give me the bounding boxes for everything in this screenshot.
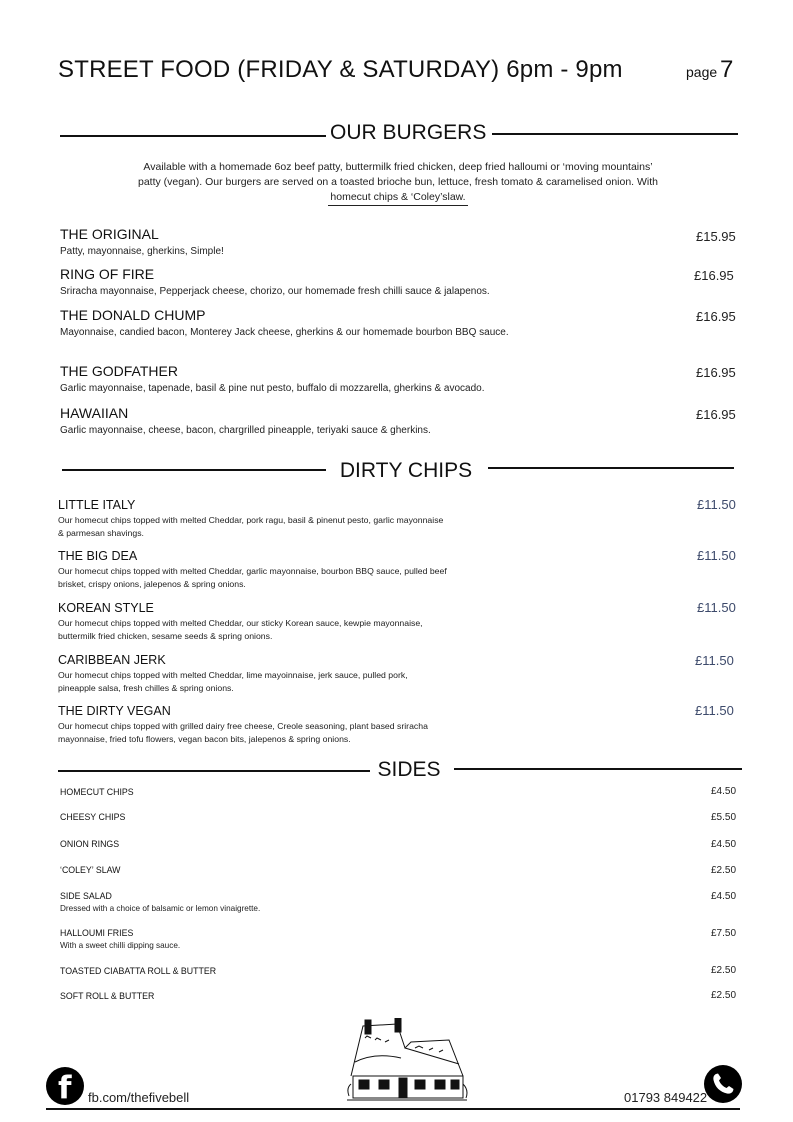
menu-item-name: THE GODFATHER [60, 363, 178, 379]
menu-item-name: ONION RINGS [60, 839, 120, 849]
menu-item-price: £15.95 [696, 229, 736, 244]
menu-item-name: THE DIRTY VEGAN [58, 704, 171, 718]
menu-item-price: £4.50 [711, 839, 737, 850]
menu-item-price: £16.95 [696, 365, 736, 380]
sides-heading: SIDES [377, 758, 441, 781]
menu-item-price: £5.50 [711, 812, 737, 823]
menu-item-price: £16.95 [696, 407, 736, 422]
dirty-chips-heading: DIRTY CHIPS [339, 459, 473, 482]
menu-item-name: TOASTED CIABATTA ROLL & BUTTER [60, 966, 217, 976]
phone-number[interactable]: 01793 849422 [624, 1090, 708, 1105]
menu-item-name: SOFT ROLL & BUTTER [60, 991, 155, 1001]
menu-item-description: Patty, mayonnaise, gherkins, Simple! [60, 246, 224, 257]
menu-item-name: HALLOUMI FRIES [60, 928, 134, 938]
pub-building-illustration [345, 1018, 470, 1102]
section-rule-right [454, 768, 742, 770]
menu-item-price: £11.50 [697, 548, 736, 563]
menu-item-price: £11.50 [695, 653, 734, 668]
menu-item-name: CARIBBEAN JERK [58, 653, 166, 667]
menu-item-name: THE ORIGINAL [60, 226, 159, 242]
menu-item-name: HAWAIIAN [60, 405, 129, 421]
menu-item-description: Our homecut chips topped with grilled dairy free cheese, Creole seasoning, plant based sriracha mayonnaise, fried tofu flowers, vegan bacon bits, jalepenos & spring onions. [58, 721, 428, 744]
menu-item-description: With a sweet chilli dipping sauce. [60, 941, 181, 950]
menu-item-description: Dressed with a choice of balsamic or lemon vinaigrette. [60, 904, 261, 913]
facebook-link[interactable]: fb.com/thefivebell [88, 1090, 190, 1105]
section-rule-left [58, 770, 370, 772]
phone-icon[interactable] [704, 1065, 742, 1103]
menu-item-name: THE BIG DEA [58, 549, 138, 563]
menu-item-description: Mayonnaise, candied bacon, Monterey Jack cheese, gherkins & our homemade bourbon BBQ sauce. [60, 327, 509, 338]
menu-item-description: Sriracha mayonnaise, Pepperjack cheese, chorizo, our homemade fresh chilli sauce & jalapenos. [60, 286, 490, 297]
menu-item-name: LITTLE ITALY [58, 498, 136, 512]
menu-item-description: Garlic mayonnaise, tapenade, basil & pine nut pesto, buffalo di mozzarella, gherkins & avocado. [60, 383, 485, 394]
menu-item-name: RING OF FIRE [60, 266, 155, 282]
menu-item-description: Our homecut chips topped with melted Cheddar, garlic mayonnaise, bourbon BBQ sauce, pulled beef brisket, crispy onions, jalepenos & spring onions. [58, 566, 447, 589]
menu-item-description: Garlic mayonnaise, cheese, bacon, chargrilled pineapple, teriyaki sauce & gherkins. [60, 425, 431, 436]
menu-item-price: £7.50 [711, 928, 737, 939]
menu-item-price: £4.50 [711, 891, 737, 902]
section-rule-right [488, 467, 734, 469]
menu-item-name: THE DONALD CHUMP [60, 307, 206, 323]
burgers-intro-underlined: homecut chips & ‘Coley’slaw. [328, 190, 467, 206]
menu-item-price: £2.50 [711, 990, 737, 1001]
menu-item-description: Our homecut chips topped with melted Cheddar, pork ragu, basil & pinenut pesto, garlic mayonnaise & parmesan shavings. [58, 515, 444, 538]
facebook-icon[interactable]: f [46, 1067, 84, 1105]
menu-item-price: £2.50 [711, 865, 737, 876]
menu-item-name: KOREAN STYLE [58, 601, 154, 615]
section-rule-left [60, 135, 326, 137]
burgers-intro [120, 160, 676, 206]
menu-item-price: £11.50 [697, 497, 736, 512]
page-title: STREET FOOD (FRIDAY & SATURDAY) 6pm - 9pm [58, 56, 623, 83]
menu-item-price: £11.50 [695, 703, 734, 718]
menu-item-description: Our homecut chips topped with melted Cheddar, lime mayoinnaise, jerk sauce, pulled pork, pineapple salsa, fresh chilles & spring onions. [58, 670, 408, 693]
menu-item-name: HOMECUT CHIPS [60, 787, 134, 797]
menu-item-price: £4.50 [711, 786, 737, 797]
page-number: 7 [720, 56, 734, 83]
menu-item-price: £16.95 [696, 309, 736, 324]
footer-rule [46, 1108, 740, 1110]
menu-item-name: SIDE SALAD [60, 891, 112, 901]
menu-item-name: CHEESY CHIPS [60, 812, 126, 822]
page-label: page [686, 64, 718, 80]
menu-item-price: £2.50 [711, 965, 737, 976]
burgers-intro-line: Available with a homemade 6oz beef patty, buttermilk fried chicken, deep fried halloumi or ‘moving mountains’ [143, 161, 653, 173]
menu-item-price: £11.50 [697, 600, 736, 615]
section-rule-right [492, 133, 738, 135]
burgers-heading: OUR BURGERS [330, 121, 487, 144]
menu-item-price: £16.95 [694, 268, 734, 283]
menu-item-name: ‘COLEY’ SLAW [60, 865, 121, 875]
section-rule-left [62, 469, 326, 471]
menu-item-description: Our homecut chips topped with melted Cheddar, our sticky Korean sauce, kewpie mayonnaise, buttermilk fried chicken, sesame seeds & spring onions. [58, 618, 423, 641]
burgers-intro-line: patty (vegan). Our burgers are served on a toasted brioche bun, lettuce, fresh tomato & caramelised onion. With [137, 176, 659, 188]
